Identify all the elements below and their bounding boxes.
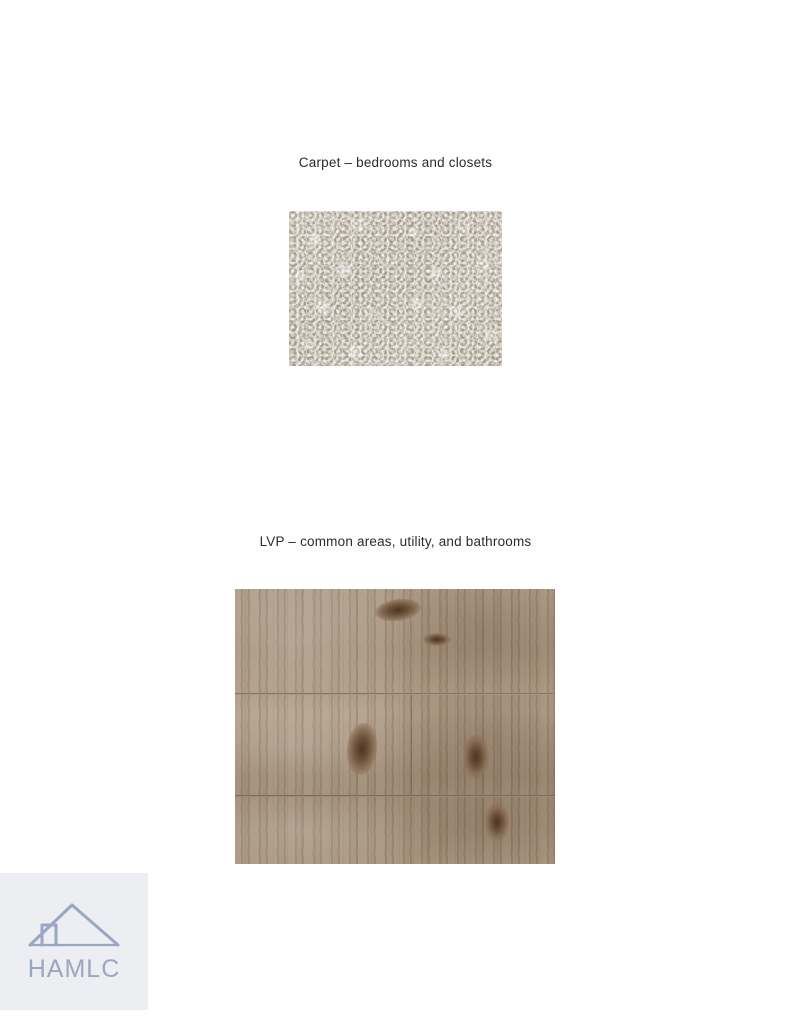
carpet-texture-fleck [289, 211, 502, 366]
carpet-swatch [289, 211, 502, 366]
lvp-plank [235, 589, 555, 693]
lvp-plank-seam [235, 693, 555, 695]
lvp-plank [235, 695, 555, 795]
lvp-plank-seam [235, 795, 555, 797]
house-roof-icon [26, 895, 122, 953]
lvp-plank [235, 797, 555, 864]
lvp-plank-wash [235, 695, 555, 795]
logo-block [0, 873, 148, 1010]
lvp-caption: LVP – common areas, utility, and bathrooms [259, 534, 532, 549]
lvp-plank-vertical-seam [411, 695, 413, 795]
lvp-knot [463, 735, 489, 779]
lvp-swatch [235, 589, 555, 864]
carpet-caption: Carpet – bedrooms and closets [298, 155, 493, 170]
lvp-knot [423, 633, 451, 646]
logo-text: HAMLC [27, 955, 121, 983]
lvp-knot [485, 803, 509, 841]
